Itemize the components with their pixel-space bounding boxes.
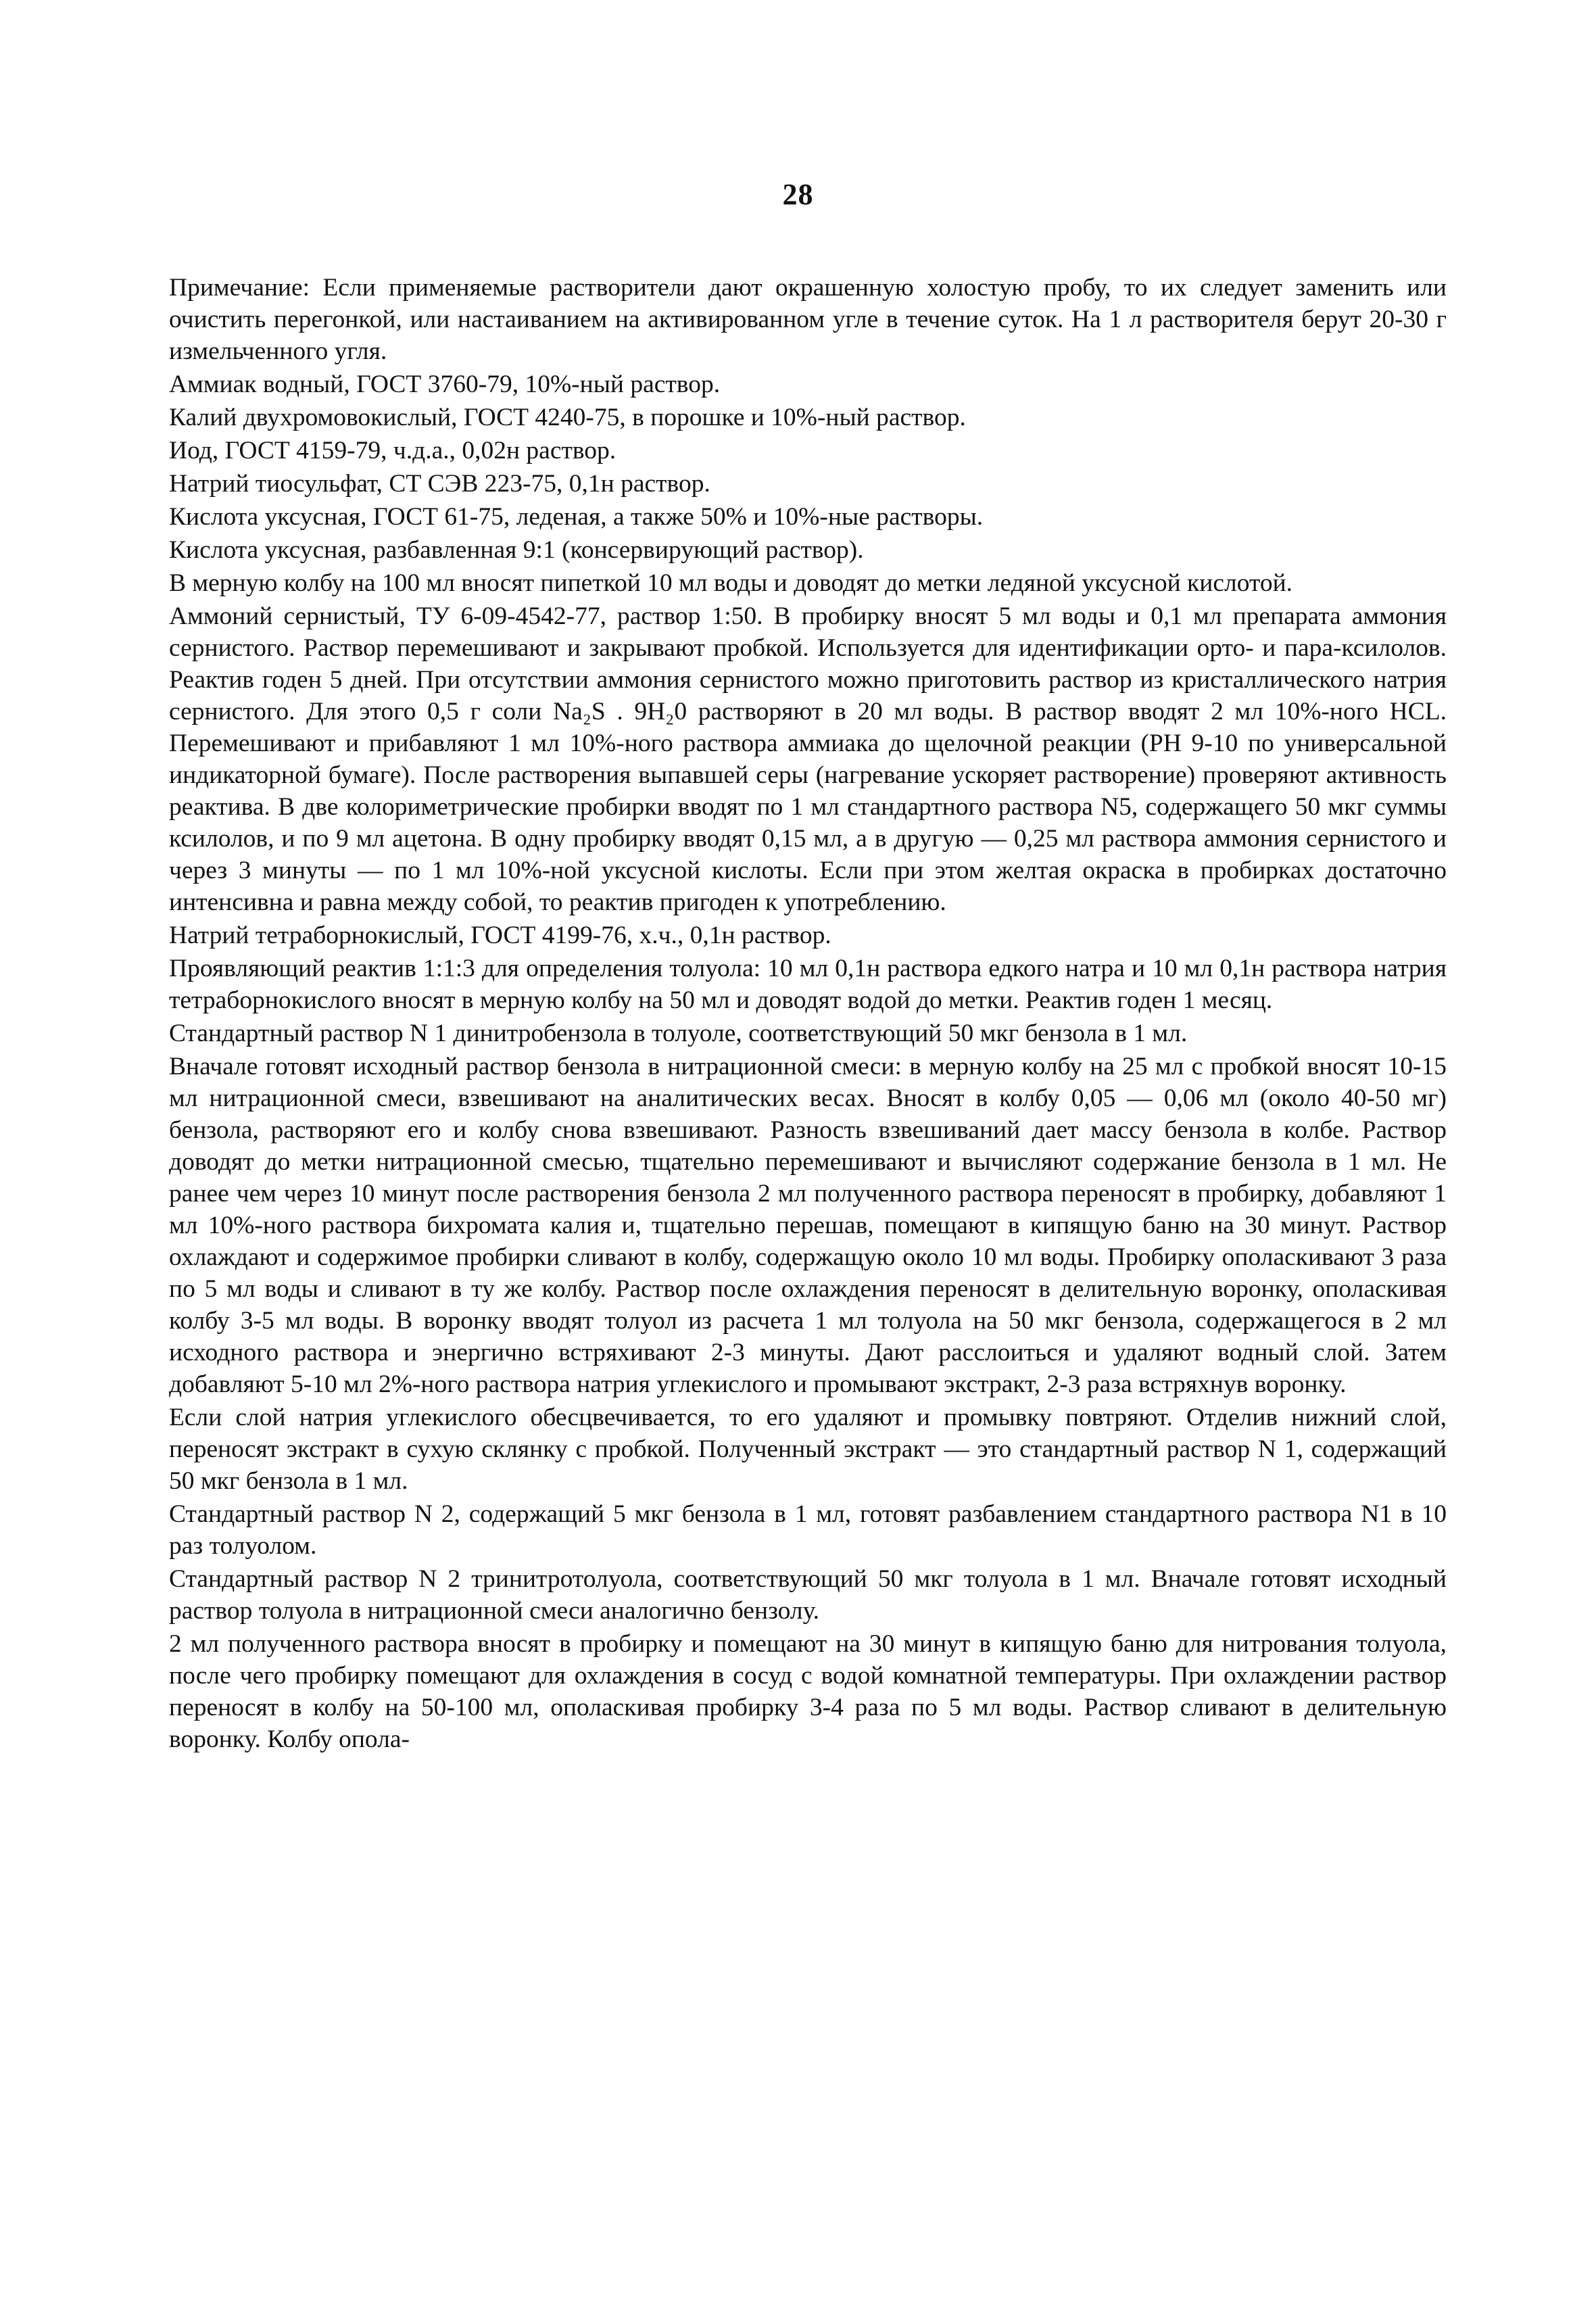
paragraph-acetic-acid-diluted: Кислота уксусная, разбавленная 9:1 (консервирующий раствор).: [169, 536, 864, 564]
paragraph-standard-solution-2-benzene: Стандартный раствор N 2, содержащий 5 мкг бензола в 1 мл, готовят разбавлением стандартного раствора N1 в 10 раз толуолом.: [169, 1500, 1447, 1560]
page-number: 28: [782, 178, 814, 211]
document-body: [169, 272, 1447, 1757]
paragraph-developing-reagent: Проявляющий реактив 1:1:3 для определения толуола: 10 мл 0,1н раствора едкого натра и 10 мл 0,1н раствора натрия тетраборнокислого вносят в мерную колбу на 50 мл и доводят водой до метки. Реактив годен 1 месяц.: [169, 955, 1447, 1014]
paragraph-sodium-thiosulfate: Натрий тиосульфат, СТ СЭВ 223-75, 0,1н раствор.: [169, 470, 710, 498]
paragraph-ammonium-sulfide: Аммоний сернистый, ТУ 6-09-4542-77, раствор 1:50. В пробирку вносят 5 мл воды и 0,1 мл препарата аммония сернистого. Раствор перемешивают и закрывают пробкой. Используется для идентификации орто- и пара-ксилолов. Реактив годен 5 дней. При отсутствии аммония сернистого можно приготовить раствор из кристаллического натрия сернистого. Для этого 0,5 г соли Na₂S . 9H₂0 растворяют в 20 мл воды. В раствор вводят 2 мл 10%-ного HCL. Перемешивают и прибавляют 1 мл 10%-ного раствора аммиака до щелочной реакции (PH 9-10 по универсальной индикаторной бумаге). После растворения выпавшей серы (нагревание ускоряет растворение) проверяют активность реактива. В две колориметрические пробирки вводят по 1 мл стандартного раствора N5, содержащего 50 мкг суммы ксилолов, и по 9 мл ацетона. В одну пробирку вводят 0,15 мл, а в другую — 0,25 мл раствора аммония сернистого и через 3 минуты — по 1 мл 10%-ной уксусной кислоты. Если при этом желтая окраска в пробирках достаточно интенсивна и равна между собой, то реактив пригоден к употреблению.: [169, 602, 1447, 916]
paragraph-washing: Если слой натрия углекислого обесцвечивается, то его удаляют и промывку повтряют. Отделив нижний слой, переносят экстракт в сухую склянку с пробкой. Полученный экстракт — это стандартный раствор N 1, содержащий 50 мкг бензола в 1 мл.: [169, 1404, 1447, 1495]
paragraph-ammonia: Аммиак водный, ГОСТ 3760-79, 10%-ный раствор.: [169, 371, 721, 398]
paragraph-sodium-tetraborate: Натрий тетраборнокислый, ГОСТ 4199-76, х.ч., 0,1н раствор.: [169, 922, 831, 949]
paragraph-standard-solution-1: Стандартный раствор N 1 динитробензола в толуоле, соответствующий 50 мкг бензола в 1 мл.: [169, 1020, 1188, 1047]
paragraph-flask-preparation: В мерную колбу на 100 мл вносят пипеткой 10 мл воды и доводят до метки ледяной уксусной кислотой.: [169, 569, 1293, 597]
paragraph-benzene-stock: Вначале готовят исходный раствор бензола в нитрационной смеси: в мерную колбу на 25 мл с пробкой вносят 10-15 мл нитрационной смеси, взвешивают на аналитических весах. Вносят в колбу 0,05 — 0,06 мл (около 40-50 мг) бензола, растворяют его и колбу снова взвешивают. Разность взвешиваний дает массу бензола в колбе. Раствор доводят до метки нитрационной смесью, тщательно перемешивают и вычисляют содержание бензола в 1 мл. Не ранее чем через 10 минут после растворения бензола 2 мл полученного раствора переносят в пробирку, добавляют 1 мл 10%-ного раствора бихромата калия и, тщательно перешав, помещают в кипящую баню на 30 минут. Раствор охлаждают и содержимое пробирки сливают в колбу, содержащую около 10 мл воды. Пробирку ополаскивают 3 раза по 5 мл воды и сливают в ту же колбу. Раствор после охлаждения переносят в делительную воронку, ополаскивая колбу 3-5 мл воды. В воронку вводят толуол из расчета 1 мл толуола на 50 мкг бензола, содержащегося в 2 мл исходного раствора и энергично встряхивают 2-3 минуты. Дают расслоиться и удаляют водный слой. Затем добавляют 5-10 мл 2%-ного раствора натрия углекислого и промывают экстракт, 2-3 раза встряхнув воронку.: [169, 1053, 1447, 1398]
paragraph-standard-solution-2-tnt: Стандартный раствор N 2 тринитротолуола, соответствующий 50 мкг толуола в 1 мл. Вначале готовят исходный раствор толуола в нитрационной смеси аналогично бензолу.: [169, 1565, 1447, 1625]
paragraph-nitration: 2 мл полученного раствора вносят в пробирку и помещают на 30 минут в кипящую баню для нитрования толуола, после чего пробирку помещают для охлаждения в сосуд с водой комнатной температуры. При охлаждении раствор переносят в колбу на 50-100 мл, ополаскивая пробирку 3-4 раза по 5 мл воды. Раствор сливают в делительную воронку. Колбу опола-: [169, 1630, 1447, 1753]
note-paragraph: Примечание: Если применяемые растворители дают окрашенную холостую пробу, то их следует заменить или очистить перегонкой, или настаиванием на активированном угле в течение суток. На 1 л растворителя берут 20-30 г измельченного угля.: [169, 274, 1447, 365]
paragraph-acetic-acid: Кислота уксусная, ГОСТ 61-75, леденая, а также 50% и 10%-ные растворы.: [169, 503, 984, 531]
paragraph-potassium-dichromate: Калий двухромовокислый, ГОСТ 4240-75, в порошке и 10%-ный раствор.: [169, 404, 966, 431]
paragraph-iodine: Иод, ГОСТ 4159-79, ч.д.а., 0,02н раствор.: [169, 437, 616, 464]
